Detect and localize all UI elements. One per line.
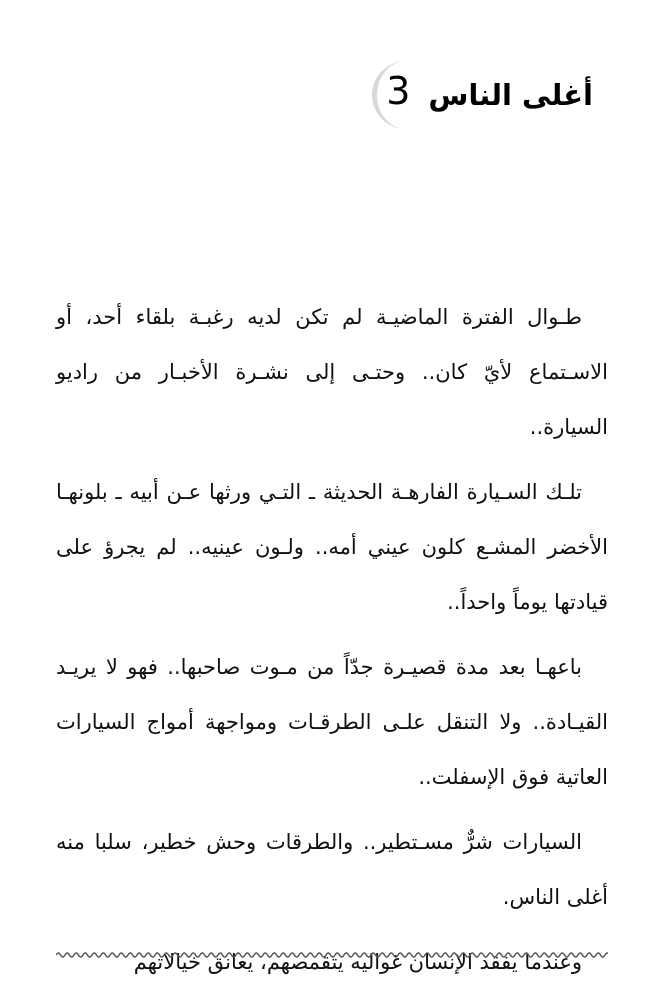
paragraph: باعهـا بعد مدة قصيـرة جدّاً من مـوت صاحبها.. فهو لا يريـد القيـادة.. ولا التنقل علـى الطرقـات ومواجهة أمواج السيارات العاتية فوق الإسفلت..	[56, 655, 608, 789]
paragraph: تلـك السـيارة الفارهـة الحديثة ـ التـي ورثها عـن أبيه ـ بلونهـا الأخضر المشـع كلون عيني أمه.. ولـون عينيه.. لم يجرؤ على قيادتها يوماً واحداً..	[56, 480, 608, 614]
paragraph: السيارات شرٌّ مسـتطير.. والطرقات وحش خطير، سلبا منه أغلى الناس.	[56, 830, 608, 909]
chapter-header	[340, 55, 593, 135]
chapter-body	[56, 290, 608, 1000]
paragraph: وعندما يفقد الإنسان غواليه يتقمصهم، يعانق خيالاتهم	[133, 950, 582, 974]
chapter-number-badge	[366, 55, 428, 135]
wavy-footer-rule	[56, 948, 608, 962]
paragraph: طـوال الفترة الماضيـة لم تكن لديه رغبـة بلقاء أحد، أو الاسـتماع لأيّ كان.. وحتـى إلى نشـرة الأخبـار من راديو السيارة..	[56, 305, 608, 439]
chapter-title: أغلى الناس	[428, 78, 593, 112]
chapter-number: 3	[386, 69, 411, 113]
